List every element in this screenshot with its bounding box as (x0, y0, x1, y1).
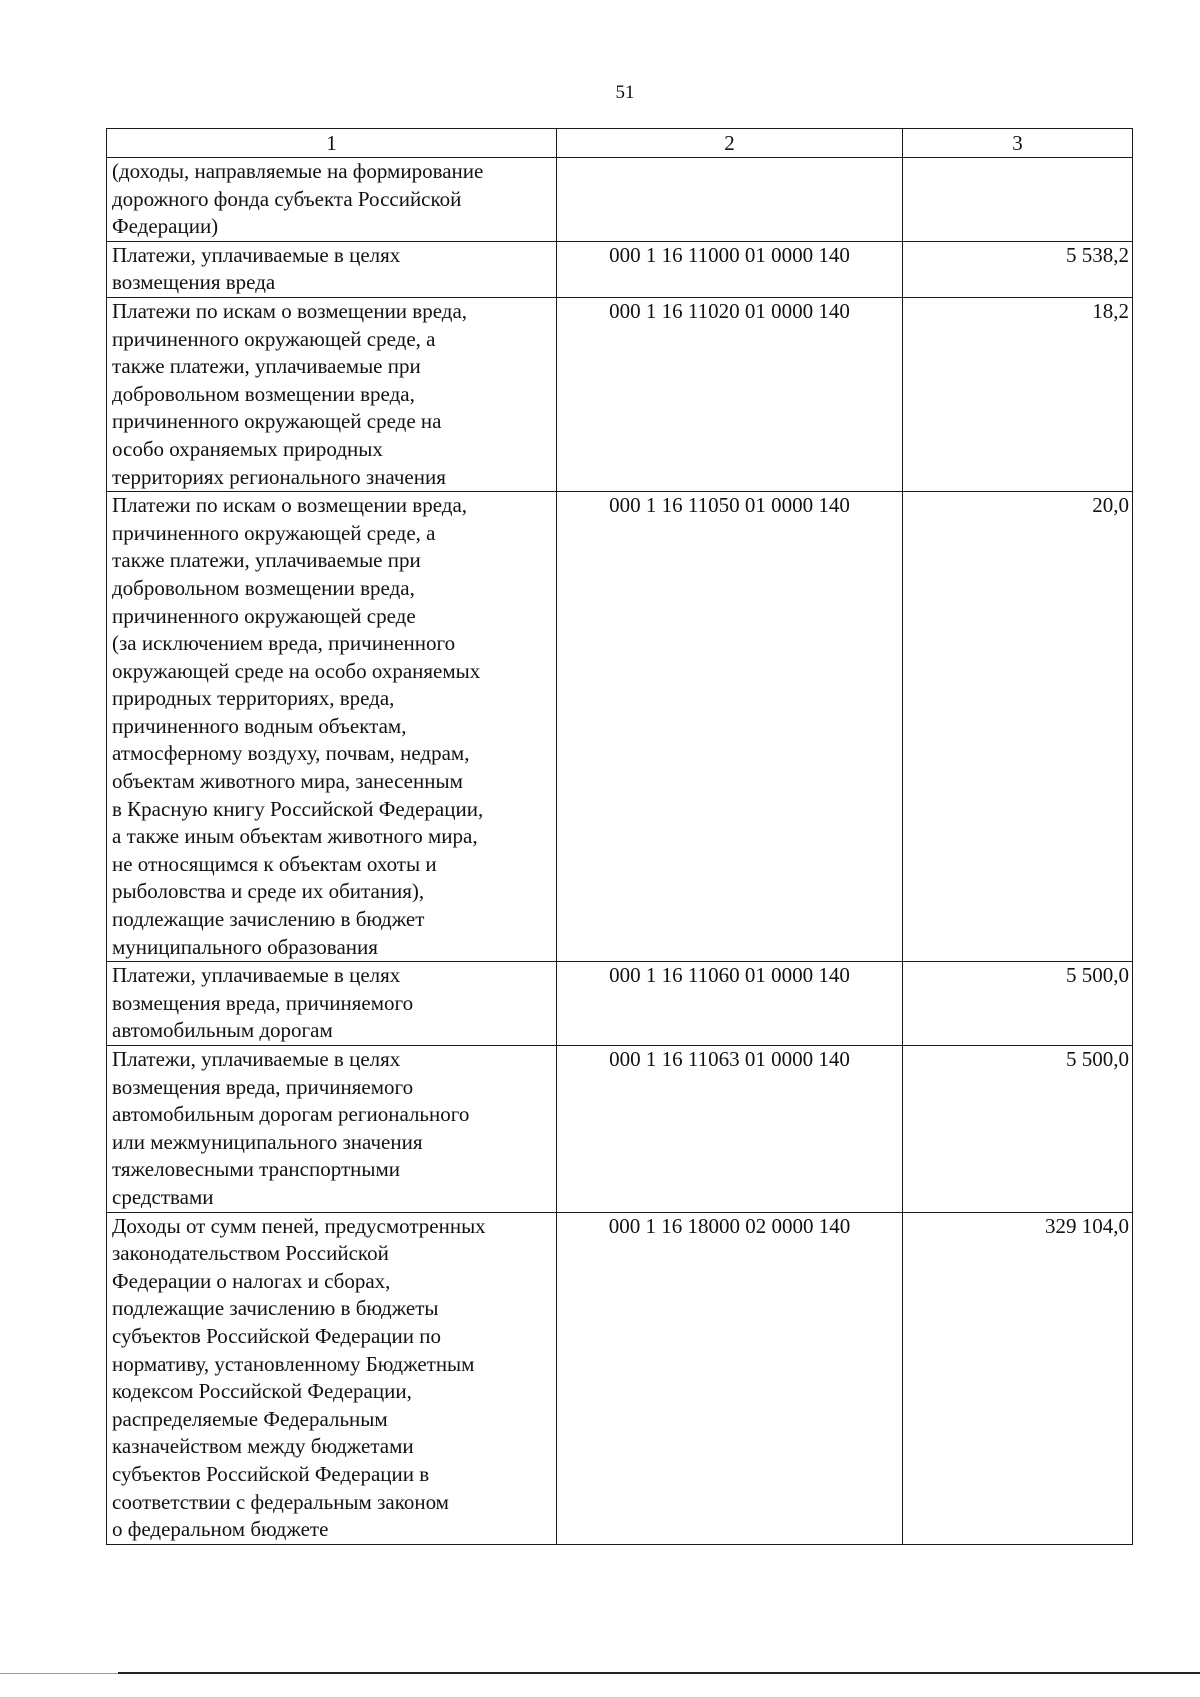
column-header: 1 (107, 129, 557, 158)
column-header: 2 (557, 129, 903, 158)
budget-code-cell: 000 1 16 11000 01 0000 140 (557, 241, 903, 297)
page-number: 51 (615, 82, 635, 103)
budget-code-cell: 000 1 16 11020 01 0000 140 (557, 297, 903, 491)
table-header-row (107, 129, 1133, 158)
amount-cell: 18,2 (903, 297, 1133, 491)
amount-cell: 5 538,2 (903, 241, 1133, 297)
table-row (107, 492, 1133, 962)
revenue-table (106, 128, 1133, 1545)
budget-code-cell: 000 1 16 11060 01 0000 140 (557, 962, 903, 1046)
budget-code-cell: 000 1 16 18000 02 0000 140 (557, 1212, 903, 1544)
budget-code-cell: 000 1 16 11050 01 0000 140 (557, 492, 903, 962)
budget-code-cell (557, 158, 903, 242)
amount-cell: 5 500,0 (903, 962, 1133, 1046)
page-bottom-rule-faint (0, 1673, 118, 1674)
revenue-name-cell: Платежи по искам о возмещении вреда, причиненного окружающей среде, а также платежи, уплачиваемые при добровольном возмещении вреда, причиненного окружающей среде (за исключением вреда, причиненного окружающей среде на особо охраняемых природных территориях, вреда, причиненного водным объектам, атмосферному воздуху, почвам, недрам, объектам животного мира, занесенным в Красную книгу Российской Федерации, а также иным объектам животного мира, не относящимся к объектам охоты и рыболовства и среде их обитания), подлежащие зачислению в бюджет муниципального образования (107, 492, 557, 962)
table-row (107, 158, 1133, 242)
amount-cell: 5 500,0 (903, 1046, 1133, 1213)
amount-cell (903, 158, 1133, 242)
table-row (107, 962, 1133, 1046)
table-row (107, 1212, 1133, 1544)
amount-cell: 20,0 (903, 492, 1133, 962)
revenue-name-cell: Доходы от сумм пеней, предусмотренных законодательством Российской Федерации о налогах и сборах, подлежащие зачислению в бюджеты субъектов Российской Федерации по нормативу, установленному Бюджетным кодексом Российской Федерации, распределяемые Федеральным казначейством между бюджетами субъектов Российской Федерации в соответствии с федеральным законом о федеральном бюджете (107, 1212, 557, 1544)
revenue-name-cell: (доходы, направляемые на формирование дорожного фонда субъекта Российской Федерации) (107, 158, 557, 242)
page-bottom-rule (118, 1672, 1200, 1674)
amount-cell: 329 104,0 (903, 1212, 1133, 1544)
budget-code-cell: 000 1 16 11063 01 0000 140 (557, 1046, 903, 1213)
revenue-name-cell: Платежи, уплачиваемые в целях возмещения вреда (107, 241, 557, 297)
revenue-name-cell: Платежи, уплачиваемые в целях возмещения вреда, причиняемого автомобильным дорогам (107, 962, 557, 1046)
table-row (107, 1046, 1133, 1213)
table-row (107, 297, 1133, 491)
revenue-name-cell: Платежи, уплачиваемые в целях возмещения вреда, причиняемого автомобильным дорогам регионального или межмуниципального значения тяжеловесными транспортными средствами (107, 1046, 557, 1213)
column-header: 3 (903, 129, 1133, 158)
revenue-name-cell: Платежи по искам о возмещении вреда, причиненного окружающей среде, а также платежи, уплачиваемые при добровольном возмещении вреда, причиненного окружающей среде на особо охраняемых природных территориях регионального значения (107, 297, 557, 491)
table-row (107, 241, 1133, 297)
